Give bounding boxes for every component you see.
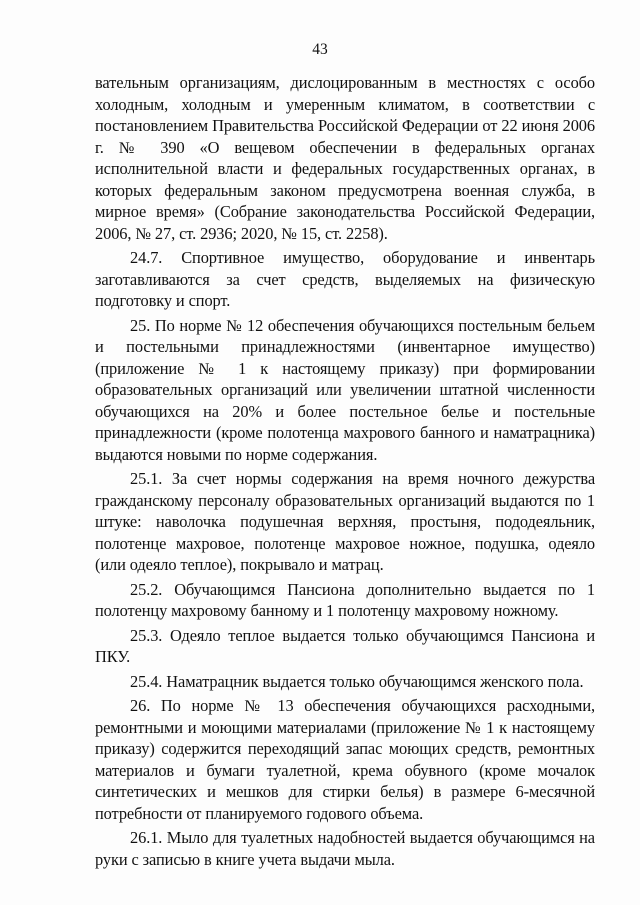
paragraph-continuation: вательным организациям, дислоцированным в местностях с особо холодным, холодным и умеренным климатом, в соответствии с постановлением Правительства Российской Федерации от 22 июня 2006 г. № 390 «О вещевом обеспечении в федеральных органах исполнительной власти и федеральных государственных органах, в которых федеральным законом предусмотрена военная служба, в мирное время» (Собрание законодательства Российской Федерации, 2006, № 27, ст. 2936; 2020, № 15, ст. 2258). — [95, 73, 595, 243]
page-number: 43 — [312, 41, 328, 58]
paragraph-25-1: 25.1. За счет нормы содержания на время ночного дежурства гражданскому персоналу образовательных организаций выдаются по 1 штуке: наволочка подушечная верхняя, простыня, пододеяльник, полотенце махровое, полотенце махровое ножное, подушка, одеяло (или одеяло теплое), покрывало и матрац. — [95, 469, 595, 574]
paragraph-25-3: 25.3. Одеяло теплое выдается только обучающимся Пансиона и ПКУ. — [95, 625, 595, 666]
paragraph-25-4: 25.4. Наматрацник выдается только обучающимся женского пола. — [130, 671, 584, 691]
document-body — [95, 72, 595, 873]
paragraph-26: 26. По норме № 13 обеспечения обучающихся расходными, ремонтными и моющими материалами (приложение № 1 к настоящему приказу) содержится переходящий запас моющих средств, ремонтных материалов и бумаги туалетной, крема обувного (кроме мочалок синтетических и мешков для стирки белья) в размере 6-месячной потребности от планируемого годового объема. — [95, 696, 595, 823]
paragraph-25: 25. По норме № 12 обеспечения обучающихся постельным бельем и постельными принадлежностями (инвентарное имущество) (приложение № 1 к настоящему приказу) при формировании образовательных организаций или увеличении штатной численности обучающихся на 20% и более постельное белье и постельные принадлежности (кроме полотенца махрового банного и наматрацника) выдаются новыми по норме содержания. — [95, 315, 595, 464]
paragraph-26-1: 26.1. Мыло для туалетных надобностей выдается обучающимся на руки с записью в книге учета выдачи мыла. — [95, 828, 595, 869]
paragraph-25-2: 25.2. Обучающимся Пансиона дополнительно выдается по 1 полотенцу махровому банному и 1 полотенцу махровому ножному. — [95, 579, 595, 620]
paragraph-24-7: 24.7. Спортивное имущество, оборудование и инвентарь заготавливаются за счет средств, выделяемых на физическую подготовку и спорт. — [95, 248, 595, 310]
